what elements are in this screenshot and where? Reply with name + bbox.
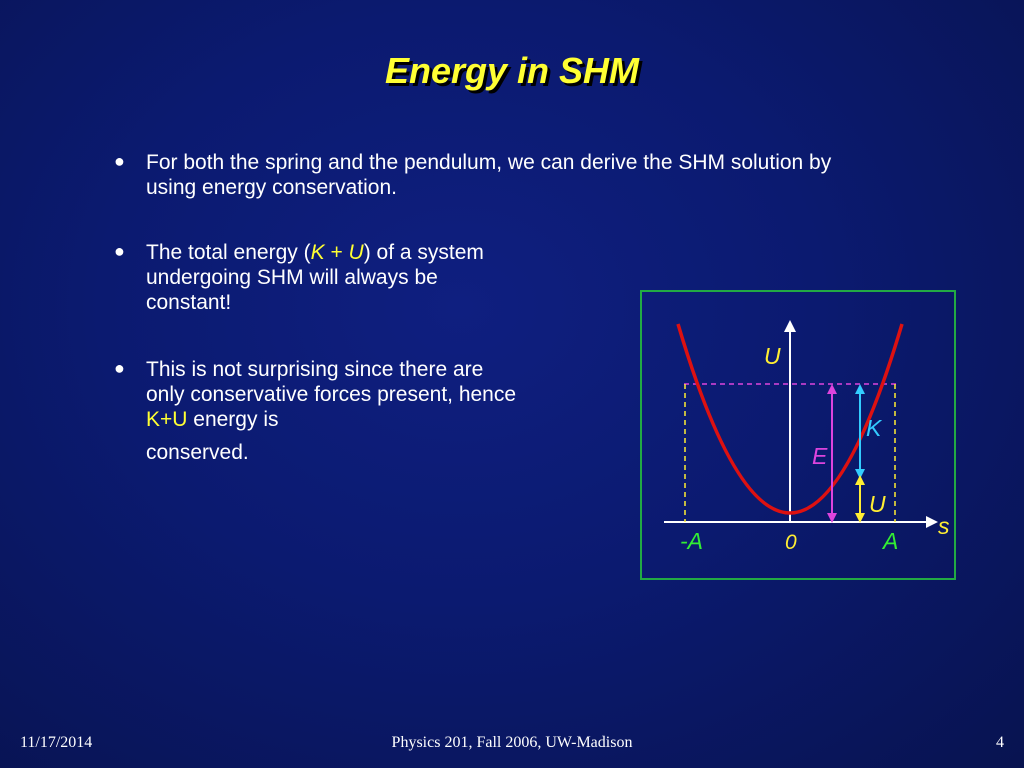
k-symbol: K [310,241,325,264]
u-symbol: U [348,241,364,264]
footer-date: 11/17/2014 [20,734,93,751]
energy-diagram [640,290,956,580]
neg-a-label: -A [680,528,703,554]
footer-page-number: 4 [996,734,1004,751]
plus-symbol: + [324,241,349,264]
a-label: A [883,528,899,554]
k-plus-u: K+U [146,408,188,431]
bullet-dot: ● [114,151,125,171]
zero-label: 0 [785,531,797,554]
bullet-dot: ● [114,358,125,378]
bullet-text-start: The total energy ( [146,241,311,264]
bullet-text: For both the spring and the pendulum, we can derive the SHM solution by using energy conservation. [146,151,832,199]
bullet-dot: ● [114,241,125,261]
bullet-text-end: ) of a system undergoing SHM will always be constant! [146,241,484,314]
footer-course: Physics 201, Fall 2006, UW-Madison [391,734,633,751]
u-axis-label: U [764,343,781,369]
slide-title: Energy in SHM [384,50,640,91]
bullet-conservative-forces [114,357,526,465]
bullet-text-middle: energy is [187,408,279,431]
bullet-total-energy [114,240,506,315]
bullet-text-start: This is not surprising since there are only conservative forces present, hence [146,358,517,406]
bullet-text-last: conserved. [146,441,249,464]
s-label: s [938,513,950,539]
bullet-energy-conservation [114,150,886,200]
k-label: K [866,415,882,441]
u-label: U [869,491,886,517]
e-label: E [812,443,828,469]
